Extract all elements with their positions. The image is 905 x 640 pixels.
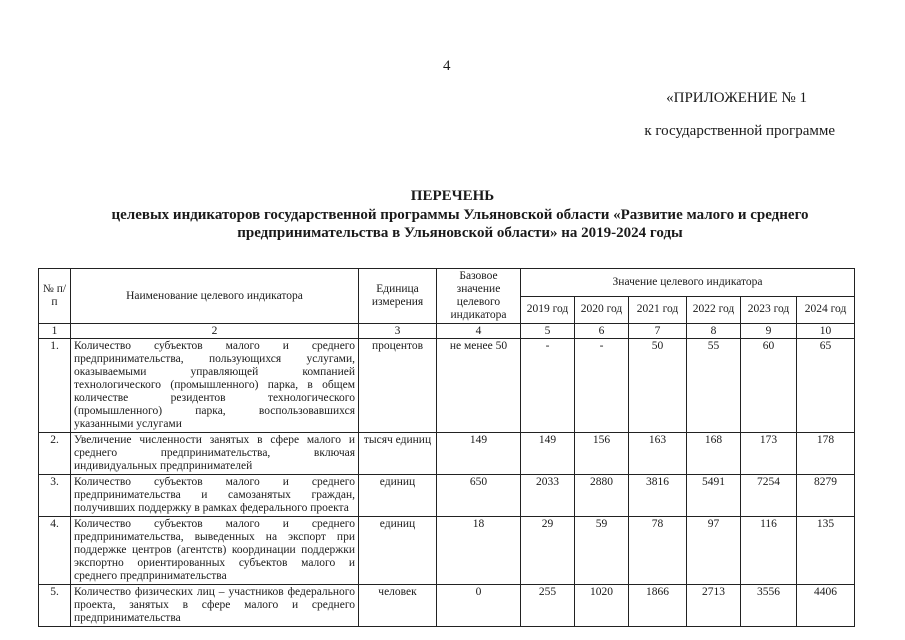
column-number: 10 (797, 324, 855, 339)
indicator-name: Количество субъектов малого и среднего предпринимательства, пользующихся услугами, оказываемыми управляющей компанией технологического (промышленного) парка, в общем количестве резидентов технологического (промышленного) парка, воспользовавшихся указанными услугами (71, 339, 359, 433)
indicator-value: 1020 (575, 585, 629, 627)
indicator-base: 0 (437, 585, 521, 627)
column-number: 6 (575, 324, 629, 339)
indicator-base: 650 (437, 475, 521, 517)
column-number: 1 (39, 324, 71, 339)
table-row (39, 339, 855, 433)
indicator-value: 2713 (687, 585, 741, 627)
row-number: 5. (39, 585, 71, 627)
header-name: Наименование целевого индикатора (71, 269, 359, 324)
indicator-base: не менее 50 (437, 339, 521, 433)
indicator-value: 2033 (521, 475, 575, 517)
row-number: 3. (39, 475, 71, 517)
indicator-value: 50 (629, 339, 687, 433)
indicator-base: 18 (437, 517, 521, 585)
header-year: 2020 год (575, 296, 629, 324)
indicator-value: 255 (521, 585, 575, 627)
indicator-value: 4406 (797, 585, 855, 627)
table-row (39, 433, 855, 475)
indicator-value: 65 (797, 339, 855, 433)
column-number: 8 (687, 324, 741, 339)
indicator-unit: процентов (359, 339, 437, 433)
appendix-title: «ПРИЛОЖЕНИЕ № 1 (666, 90, 807, 106)
header-year: 2019 год (521, 296, 575, 324)
indicator-unit: человек (359, 585, 437, 627)
row-number: 2. (39, 433, 71, 475)
indicator-name: Количество физических лиц – участников федерального проекта, занятых в сфере малого и среднего предпринимательства (71, 585, 359, 627)
header-year: 2023 год (741, 296, 797, 324)
indicator-value: 3816 (629, 475, 687, 517)
indicator-name: Количество субъектов малого и среднего предпринимательства, выведенных на экспорт при поддержке центров (агентств) координации поддержки экспортно ориентированных субъектов малого и среднего предпринимательства (71, 517, 359, 585)
indicator-unit: единиц (359, 517, 437, 585)
indicator-value: 5491 (687, 475, 741, 517)
indicator-value: 116 (741, 517, 797, 585)
document-subtitle: целевых индикаторов государственной программы Ульяновской области «Развитие малого и среднего предпринимательства в Ульяновской области» на 2019-2024 годы (111, 207, 809, 241)
header-unit: Единица измерения (359, 269, 437, 324)
header-year: 2024 год (797, 296, 855, 324)
indicator-value: 97 (687, 517, 741, 585)
header-values-group: Значение целевого индикатора (521, 269, 855, 297)
indicator-value: 55 (687, 339, 741, 433)
column-numbers-row (39, 324, 855, 339)
indicator-value: 168 (687, 433, 741, 475)
indicator-unit: единиц (359, 475, 437, 517)
document-title: ПЕРЕЧЕНЬ (410, 188, 495, 204)
table-row (39, 585, 855, 627)
row-number: 4. (39, 517, 71, 585)
column-number: 2 (71, 324, 359, 339)
header-base: Базовое значение целевого индикатора (437, 269, 521, 324)
indicators-table (38, 268, 855, 627)
indicator-value: 1866 (629, 585, 687, 627)
indicator-value: 59 (575, 517, 629, 585)
column-number: 3 (359, 324, 437, 339)
indicator-value: 163 (629, 433, 687, 475)
indicator-value: 156 (575, 433, 629, 475)
indicator-value: - (575, 339, 629, 433)
header-row-1 (39, 269, 855, 297)
indicator-value: 60 (741, 339, 797, 433)
column-number: 4 (437, 324, 521, 339)
indicator-value: 2880 (575, 475, 629, 517)
indicator-base: 149 (437, 433, 521, 475)
column-number: 5 (521, 324, 575, 339)
indicator-name: Увеличение численности занятых в сфере малого и среднего предпринимательства, включая индивидуальных предпринимателей (71, 433, 359, 475)
column-number: 7 (629, 324, 687, 339)
indicator-value: 173 (741, 433, 797, 475)
indicator-value: 29 (521, 517, 575, 585)
table-row (39, 517, 855, 585)
indicator-value: 178 (797, 433, 855, 475)
header-num: № п/п (39, 269, 71, 324)
table-row (39, 475, 855, 517)
row-number: 1. (39, 339, 71, 433)
page-number: 4 (443, 58, 451, 74)
appendix-subtitle: к государственной программе (644, 123, 835, 139)
header-year: 2021 год (629, 296, 687, 324)
indicator-value: - (521, 339, 575, 433)
indicator-unit: тысяч единиц (359, 433, 437, 475)
indicator-value: 78 (629, 517, 687, 585)
indicator-name: Количество субъектов малого и среднего предпринимательства и самозанятых граждан, получивших поддержку в рамках федерального проекта (71, 475, 359, 517)
indicator-value: 135 (797, 517, 855, 585)
indicator-value: 149 (521, 433, 575, 475)
header-year: 2022 год (687, 296, 741, 324)
indicator-value: 3556 (741, 585, 797, 627)
indicator-value: 8279 (797, 475, 855, 517)
column-number: 9 (741, 324, 797, 339)
indicator-value: 7254 (741, 475, 797, 517)
